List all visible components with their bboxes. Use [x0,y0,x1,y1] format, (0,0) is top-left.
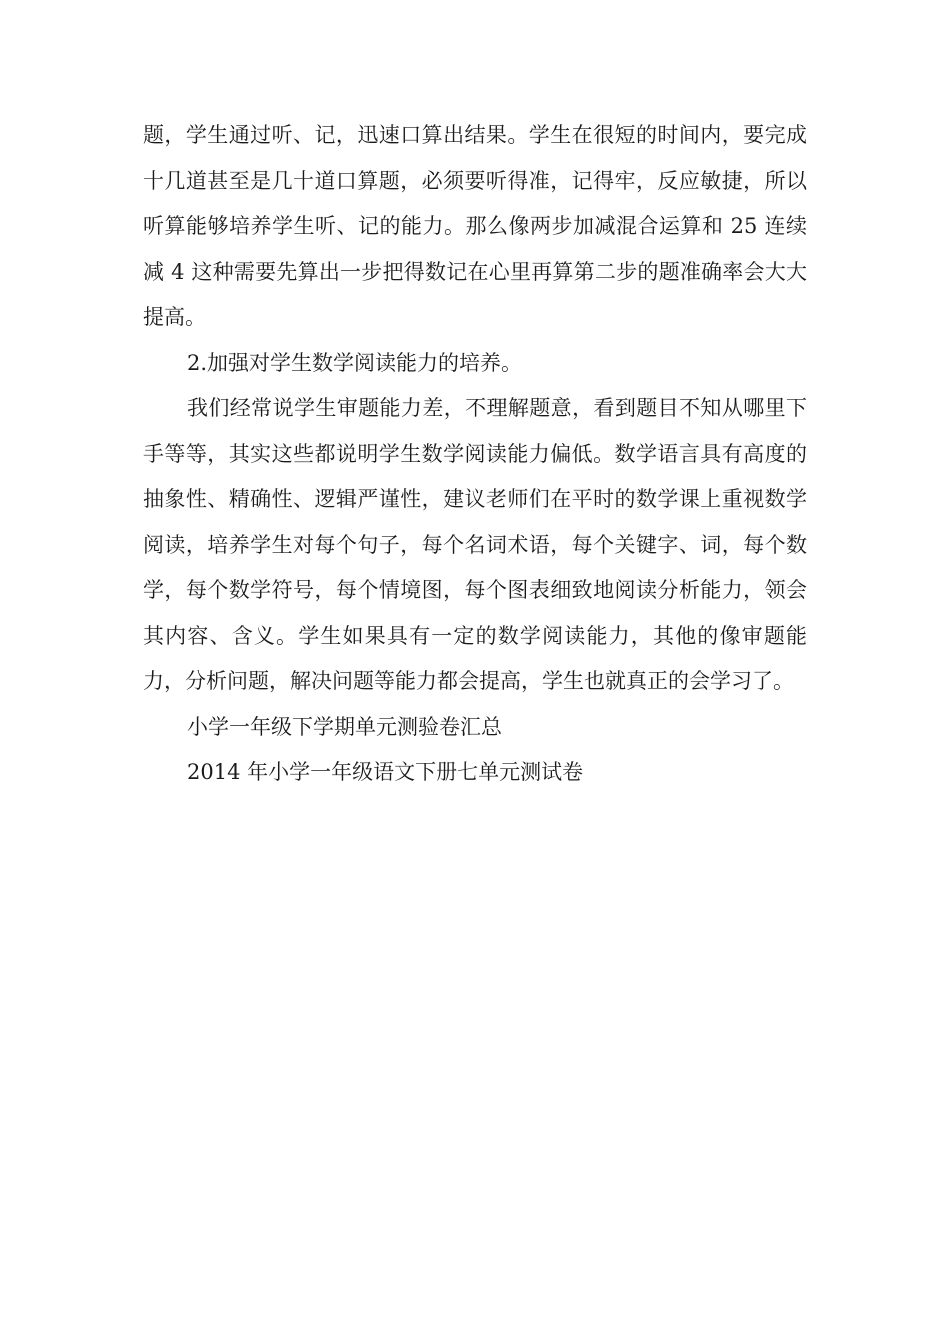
section-heading-reading-ability: 2.加强对学生数学阅读能力的培养。 [187,350,523,375]
related-link-chinese-test[interactable]: 2014 年小学一年级语文下册七单元测试卷 [187,760,584,784]
paragraph-reading-ability: 我们经常说学生审题能力差，不理解题意，看到题目不知从哪里下手等等，其实这些都说明学生数学阅读能力偏低。数学语言具有高度的抽象性、精确性、逻辑严谨性，建议老师们在平时的数学课上重视数学阅读，培养学生对每个句子，每个名词术语，每个关键字、词，每个数学，每个数学符号，每个情境图，每个图表细致地阅读分析能力，领会其内容、含义。学生如果具有一定的数学阅读能力，其他的像审题能力，分析问题，解决问题等能力都会提高，学生也就真正的会学习了。 [143,396,807,693]
paragraph-continuation: 题，学生通过听、记，迅速口算出结果。学生在很短的时间内，要完成十几道甚至是几十道口算题，必须要听得准，记得牢，反应敏捷，所以听算能够培养学生听、记的能力。那么像两步加减混合运算和 25 连续减 4 这种需要先算出一步把得数记在心里再算第二步的题准确率会大大提高。 [143,123,807,329]
related-link-unit-tests[interactable]: 小学一年级下学期单元测验卷汇总 [187,714,502,739]
document-body [143,113,807,796]
